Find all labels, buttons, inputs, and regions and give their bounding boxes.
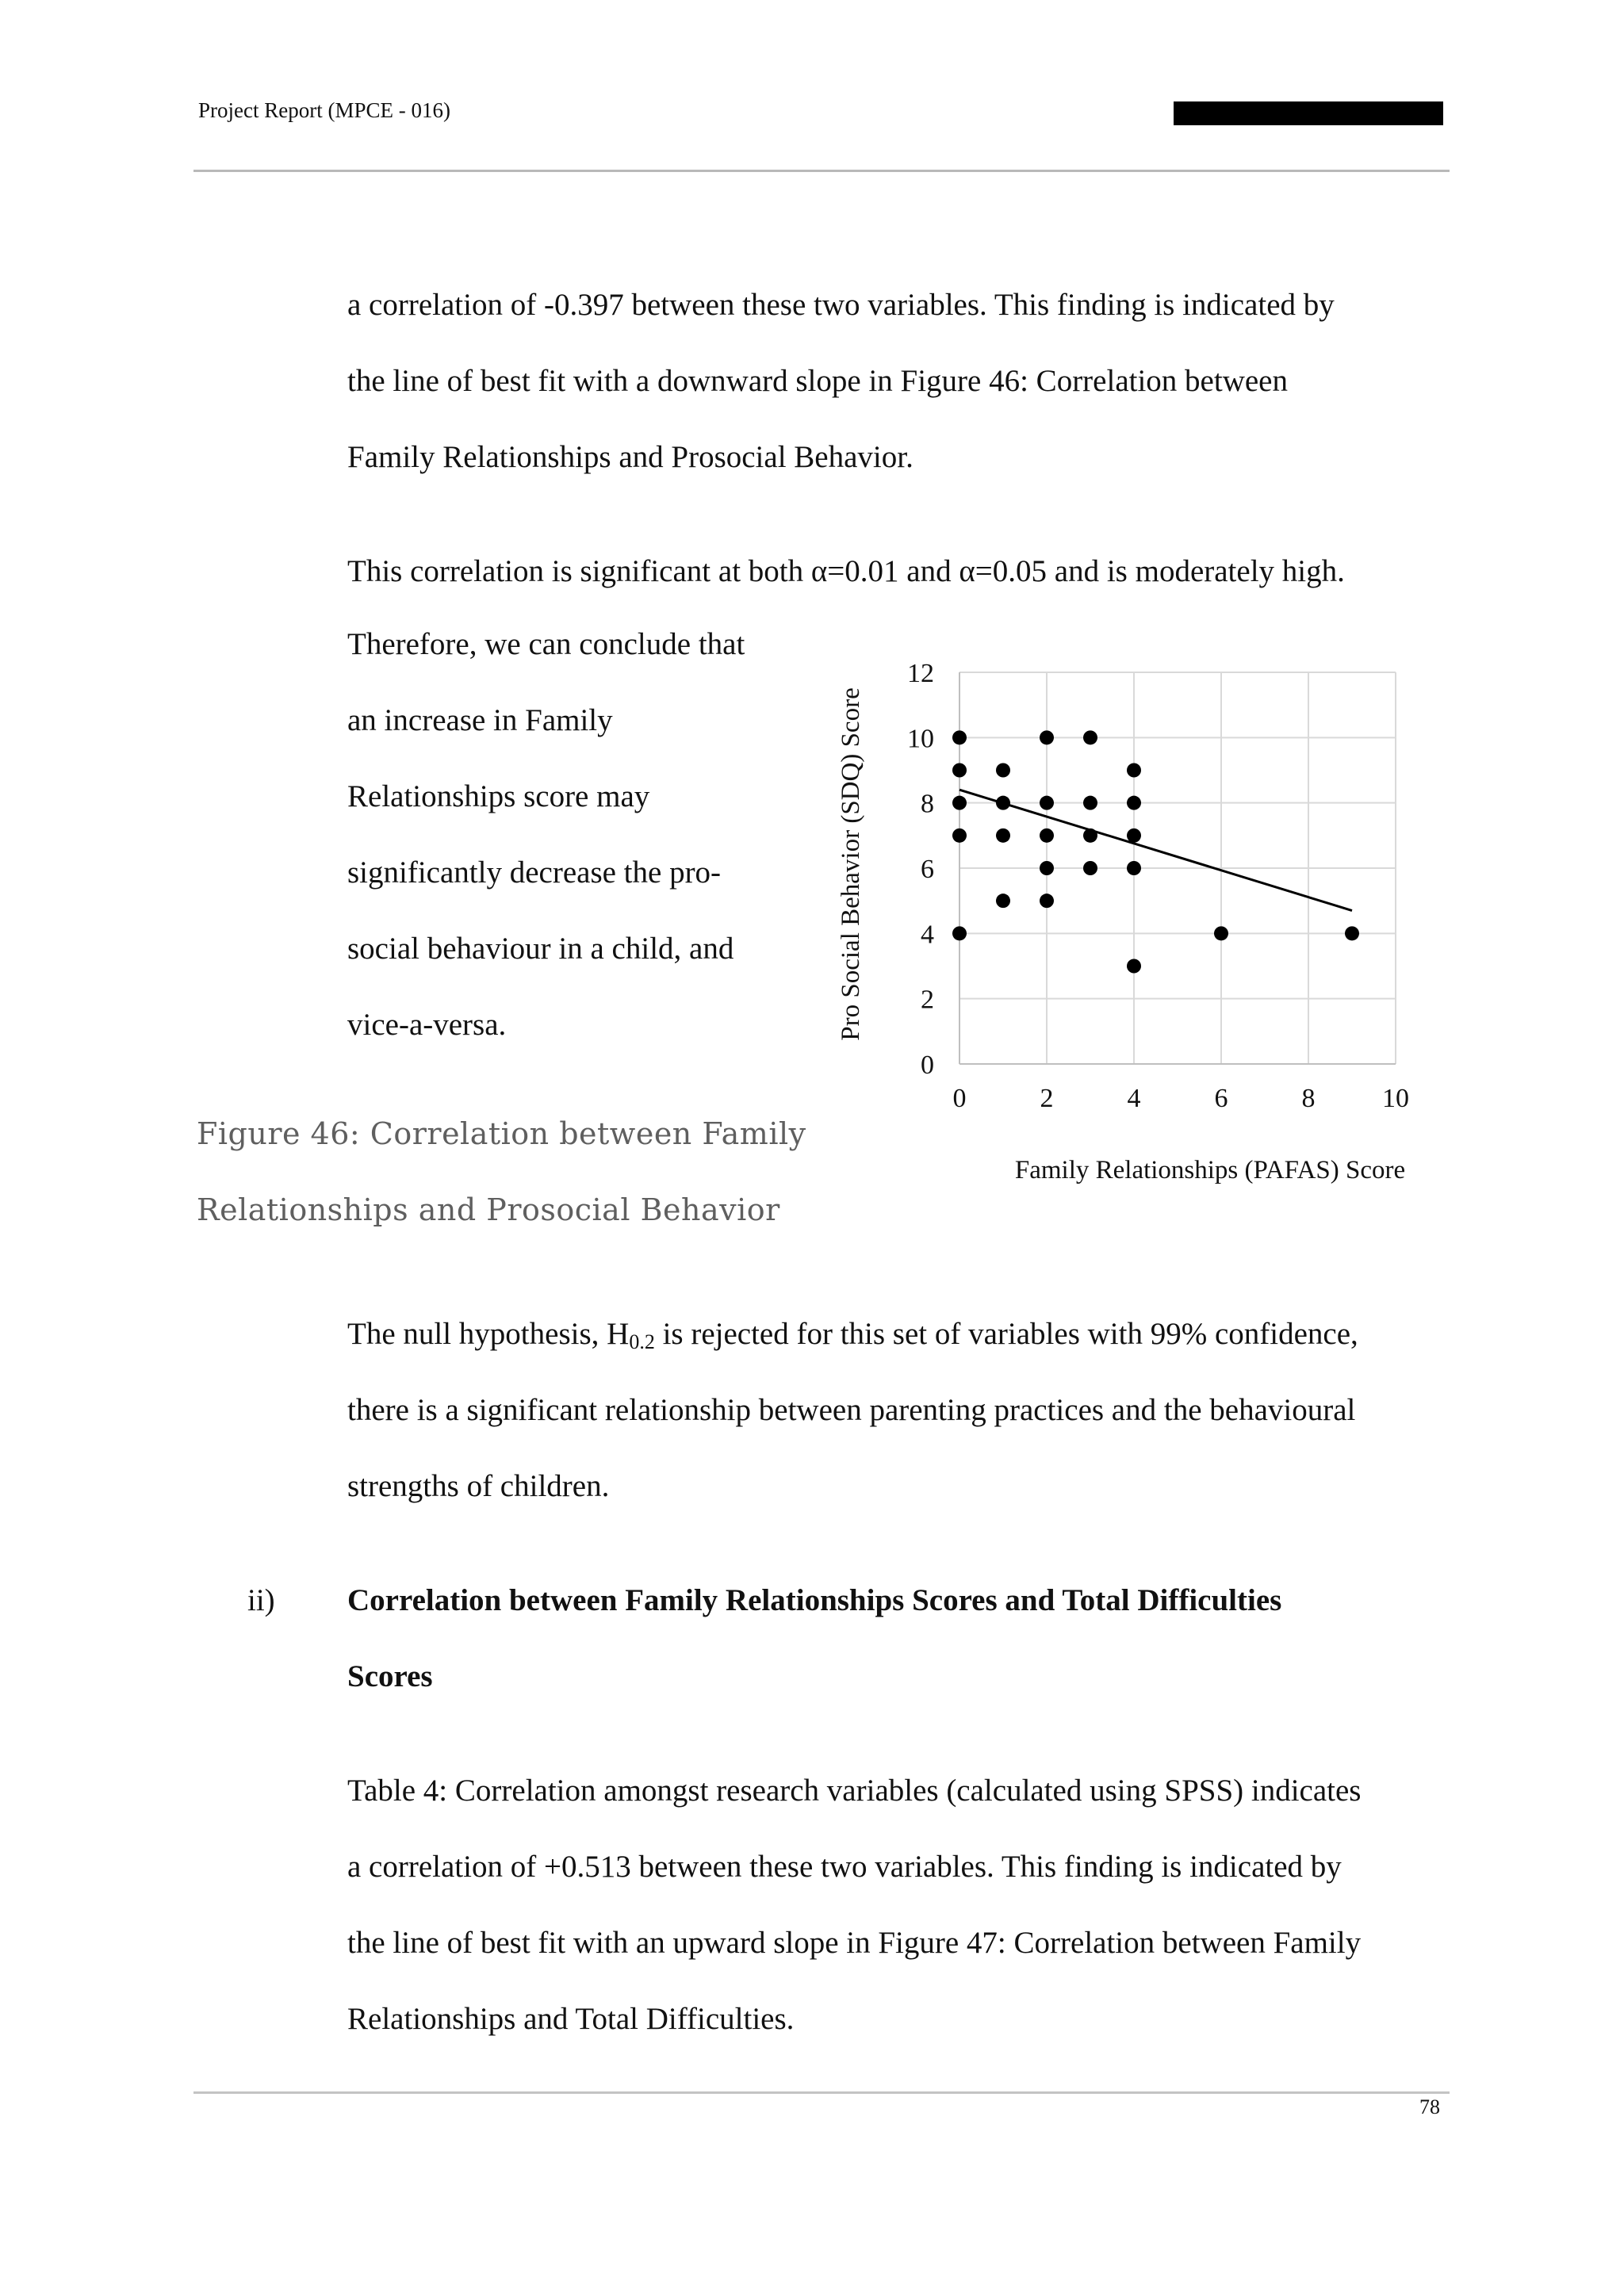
x-tick-label: 0 [952, 1084, 967, 1113]
paragraph-4-line: Table 4: Correlation amongst research variables (calculated using SPSS) indicates [347, 1774, 1362, 1808]
data-point [1040, 828, 1054, 843]
data-point [1127, 796, 1141, 810]
y-tick-label: 6 [921, 855, 934, 884]
scatter-chart [825, 634, 1451, 1205]
data-point [1083, 730, 1097, 744]
header-title: Project Report (MPCE - 016) [198, 98, 450, 122]
x-tick-label: 10 [1382, 1084, 1409, 1113]
y-tick-label: 4 [921, 920, 934, 950]
figure-caption-line: Figure 46: Correlation between Family [197, 1116, 806, 1151]
paragraph-3-line [347, 1316, 1358, 1354]
y-tick-label: 0 [921, 1050, 934, 1080]
paragraph-1-line: a correlation of -0.397 between these two variables. This finding is indicated by [347, 288, 1335, 322]
paragraph-3-line: there is a significant relationship between parenting practices and the behavioural [347, 1393, 1356, 1427]
chart-xlabel: Family Relationships (PAFAS) Score [1014, 1156, 1406, 1184]
x-tick-label: 4 [1127, 1084, 1141, 1113]
section-heading-line: Correlation between Family Relationships Scores and Total Difficulties [347, 1583, 1282, 1617]
y-tick-label: 8 [921, 789, 934, 819]
paragraph-2-line: Therefore, we can conclude that [347, 627, 745, 661]
data-point [1345, 926, 1359, 940]
data-point [996, 796, 1010, 810]
data-point [952, 828, 967, 843]
data-point [1127, 828, 1141, 843]
data-point [1040, 894, 1054, 908]
x-tick-label: 2 [1040, 1084, 1054, 1113]
y-tick-label: 12 [907, 659, 934, 688]
paragraph-2-line: vice-a-versa. [347, 1008, 507, 1042]
paragraph-4-line: Relationships and Total Difficulties. [347, 2002, 795, 2036]
data-point [1083, 828, 1097, 843]
data-point [1083, 861, 1097, 875]
section-heading-line: Scores [347, 1659, 433, 1693]
header-rule [193, 170, 1450, 172]
chart-ylabel: Pro Social Behavior (SDQ) Score [837, 687, 865, 1041]
data-point [996, 763, 1010, 778]
data-point [1127, 959, 1141, 974]
null-hypothesis-text: The null hypothesis, H [347, 1317, 630, 1351]
header-redaction-bar [1174, 101, 1443, 125]
page-number: 78 [1419, 2095, 1440, 2118]
data-point [1083, 796, 1097, 810]
paragraph-2-line: significantly decrease the pro- [347, 855, 722, 890]
footer-rule [193, 2091, 1450, 2094]
data-point [952, 763, 967, 778]
section-number: ii) [247, 1583, 275, 1617]
paragraph-2-line: an increase in Family [347, 703, 613, 737]
data-point [952, 926, 967, 940]
data-point [1127, 763, 1141, 778]
paragraph-2-first-line: This correlation is significant at both α=0.01 and α=0.05 and is moderately high. [347, 554, 1345, 588]
x-tick-label: 8 [1301, 1084, 1316, 1113]
y-tick-label: 2 [921, 985, 934, 1015]
data-point [952, 796, 967, 810]
data-point [1040, 796, 1054, 810]
paragraph-1-line: Family Relationships and Prosocial Behavior. [347, 440, 914, 474]
paragraph-3-line: strengths of children. [347, 1469, 610, 1503]
null-hypothesis-subscript: 0.2 [629, 1330, 655, 1353]
trendline [959, 790, 1352, 910]
paragraph-2-line: social behaviour in a child, and [347, 932, 734, 966]
data-point [1214, 926, 1228, 940]
data-point [996, 894, 1010, 908]
figure-caption-line: Relationships and Prosocial Behavior [197, 1192, 780, 1227]
x-tick-label: 6 [1214, 1084, 1228, 1113]
paragraph-4-line: the line of best fit with an upward slope in Figure 47: Correlation between Family [347, 1926, 1362, 1960]
y-tick-label: 10 [907, 724, 934, 754]
data-point [952, 730, 967, 744]
paragraph-4-line: a correlation of +0.513 between these two variables. This finding is indicated by [347, 1850, 1342, 1884]
paragraph-1-line: the line of best fit with a downward slope in Figure 46: Correlation between [347, 364, 1288, 398]
null-hypothesis-text-rest: is rejected for this set of variables with 99% confidence, [654, 1317, 1358, 1351]
data-point [1040, 861, 1054, 875]
data-point [996, 828, 1010, 843]
data-point [1040, 730, 1054, 744]
paragraph-2-line: Relationships score may [347, 779, 650, 813]
data-point [1127, 861, 1141, 875]
